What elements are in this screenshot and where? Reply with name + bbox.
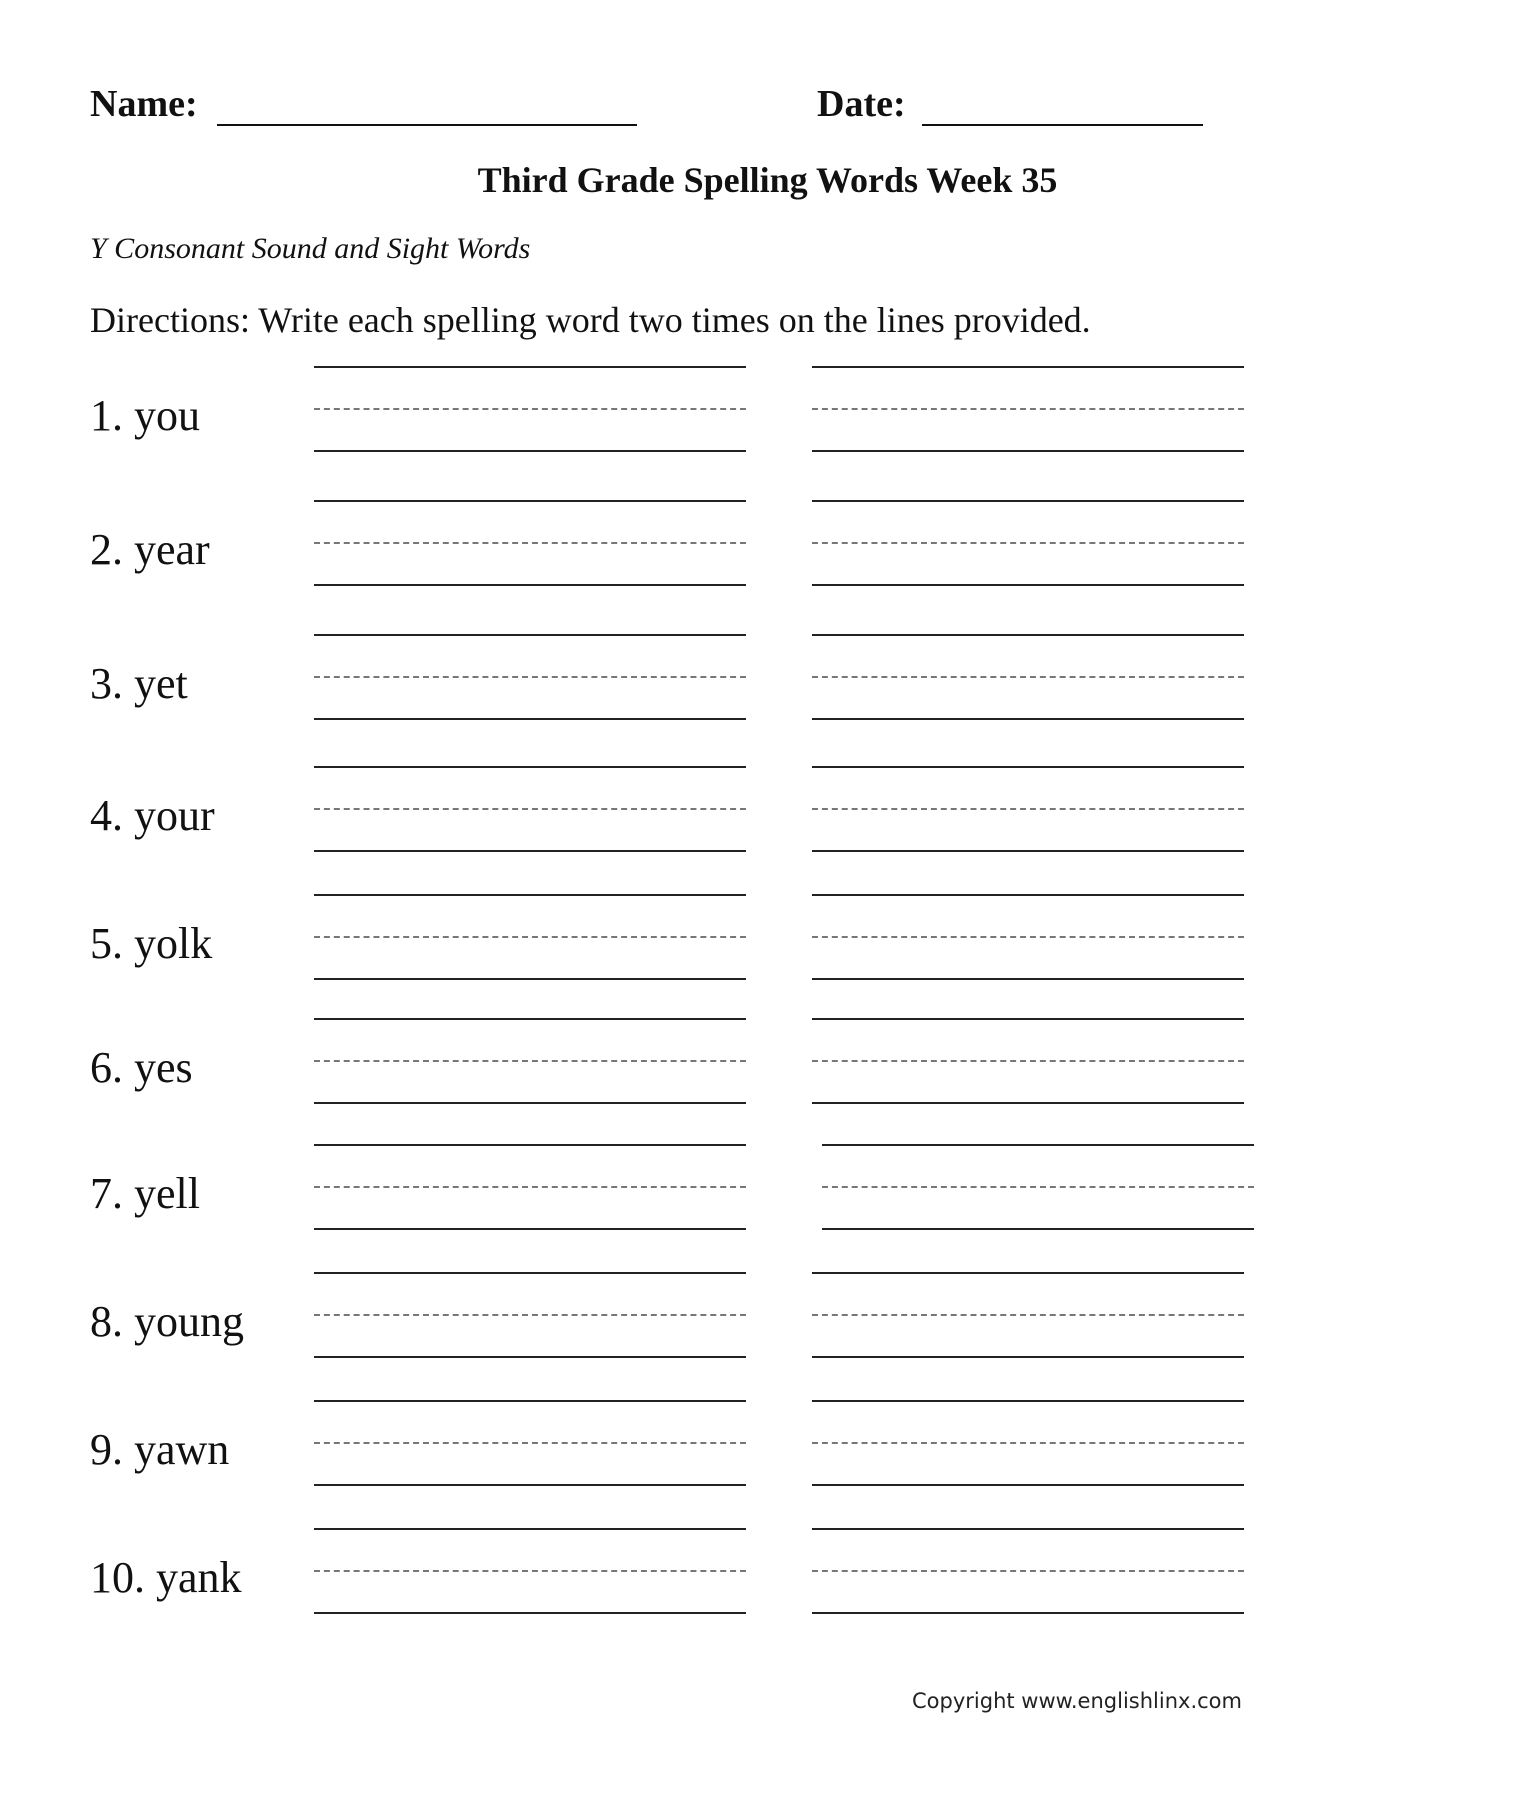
spelling-word: 6. yes bbox=[90, 1043, 193, 1092]
handwriting-top-line bbox=[314, 1018, 746, 1020]
spelling-word: 8. young bbox=[90, 1297, 244, 1346]
handwriting-top-line bbox=[314, 766, 746, 768]
handwriting-top-line bbox=[812, 766, 1244, 768]
handwriting-base-line bbox=[314, 584, 746, 586]
handwriting-base-line bbox=[812, 718, 1244, 720]
handwriting-base-line bbox=[314, 1484, 746, 1486]
handwriting-base-line bbox=[314, 450, 746, 452]
handwriting-top-line bbox=[812, 500, 1244, 502]
spelling-word: 2. year bbox=[90, 525, 210, 574]
handwriting-mid-line bbox=[314, 542, 746, 544]
word-row bbox=[0, 1144, 1522, 1254]
handwriting-mid-line bbox=[812, 936, 1244, 938]
word-row bbox=[0, 1400, 1522, 1510]
handwriting-mid-line bbox=[812, 1570, 1244, 1572]
handwriting-top-line bbox=[812, 1018, 1244, 1020]
handwriting-base-line bbox=[314, 850, 746, 852]
copyright-text: Copyright www.englishlinx.com bbox=[912, 1689, 1242, 1713]
handwriting-top-line bbox=[314, 634, 746, 636]
spelling-word: 10. yank bbox=[90, 1553, 242, 1602]
handwriting-top-line bbox=[314, 500, 746, 502]
handwriting-base-line bbox=[314, 1356, 746, 1358]
handwriting-base-line bbox=[314, 978, 746, 980]
handwriting-base-line bbox=[812, 850, 1244, 852]
handwriting-base-line bbox=[314, 718, 746, 720]
handwriting-top-line bbox=[812, 1528, 1244, 1530]
word-row bbox=[0, 1528, 1522, 1638]
handwriting-base-line bbox=[812, 450, 1244, 452]
handwriting-mid-line bbox=[812, 542, 1244, 544]
word-row bbox=[0, 366, 1522, 476]
handwriting-top-line bbox=[314, 366, 746, 368]
handwriting-top-line bbox=[314, 1528, 746, 1530]
handwriting-mid-line bbox=[314, 1186, 746, 1188]
handwriting-mid-line bbox=[812, 408, 1244, 410]
handwriting-base-line bbox=[822, 1228, 1254, 1230]
handwriting-base-line bbox=[812, 1356, 1244, 1358]
handwriting-top-line bbox=[314, 1400, 746, 1402]
handwriting-base-line bbox=[314, 1228, 746, 1230]
handwriting-base-line bbox=[812, 1484, 1244, 1486]
handwriting-top-line bbox=[314, 1144, 746, 1146]
word-row bbox=[0, 500, 1522, 610]
date-label: Date: bbox=[817, 83, 906, 125]
handwriting-top-line bbox=[812, 366, 1244, 368]
name-label: Name: bbox=[90, 83, 198, 125]
handwriting-base-line bbox=[314, 1102, 746, 1104]
handwriting-mid-line bbox=[812, 1314, 1244, 1316]
name-blank-line bbox=[217, 124, 637, 126]
handwriting-top-line bbox=[812, 634, 1244, 636]
spelling-word: 3. yet bbox=[90, 659, 188, 708]
handwriting-mid-line bbox=[314, 1442, 746, 1444]
handwriting-mid-line bbox=[314, 1060, 746, 1062]
word-row bbox=[0, 1018, 1522, 1128]
spelling-word: 5. yolk bbox=[90, 919, 213, 968]
handwriting-top-line bbox=[812, 1400, 1244, 1402]
handwriting-top-line bbox=[314, 894, 746, 896]
handwriting-base-line bbox=[812, 1612, 1244, 1614]
handwriting-base-line bbox=[812, 1102, 1244, 1104]
word-row bbox=[0, 894, 1522, 1004]
handwriting-base-line bbox=[314, 1612, 746, 1614]
spelling-word: 7. yell bbox=[90, 1169, 200, 1218]
worksheet-title: Third Grade Spelling Words Week 35 bbox=[477, 160, 1058, 200]
word-row bbox=[0, 634, 1522, 744]
handwriting-mid-line bbox=[314, 1570, 746, 1572]
spelling-word: 4. your bbox=[90, 791, 215, 840]
handwriting-mid-line bbox=[314, 408, 746, 410]
handwriting-mid-line bbox=[314, 1314, 746, 1316]
handwriting-mid-line bbox=[812, 808, 1244, 810]
date-blank-line bbox=[922, 124, 1203, 126]
word-row bbox=[0, 1272, 1522, 1382]
handwriting-mid-line bbox=[812, 676, 1244, 678]
handwriting-base-line bbox=[812, 584, 1244, 586]
handwriting-mid-line bbox=[812, 1060, 1244, 1062]
word-row bbox=[0, 766, 1522, 876]
worksheet-subtitle: Y Consonant Sound and Sight Words bbox=[90, 232, 531, 265]
handwriting-mid-line bbox=[822, 1186, 1254, 1188]
handwriting-mid-line bbox=[314, 676, 746, 678]
handwriting-mid-line bbox=[314, 808, 746, 810]
handwriting-top-line bbox=[812, 1272, 1244, 1274]
handwriting-mid-line bbox=[314, 936, 746, 938]
spelling-word: 9. yawn bbox=[90, 1425, 230, 1474]
spelling-word: 1. you bbox=[90, 391, 200, 440]
handwriting-base-line bbox=[812, 978, 1244, 980]
handwriting-top-line bbox=[822, 1144, 1254, 1146]
handwriting-top-line bbox=[314, 1272, 746, 1274]
handwriting-top-line bbox=[812, 894, 1244, 896]
directions-text: Directions: Write each spelling word two times on the lines provided. bbox=[90, 300, 1091, 340]
handwriting-mid-line bbox=[812, 1442, 1244, 1444]
